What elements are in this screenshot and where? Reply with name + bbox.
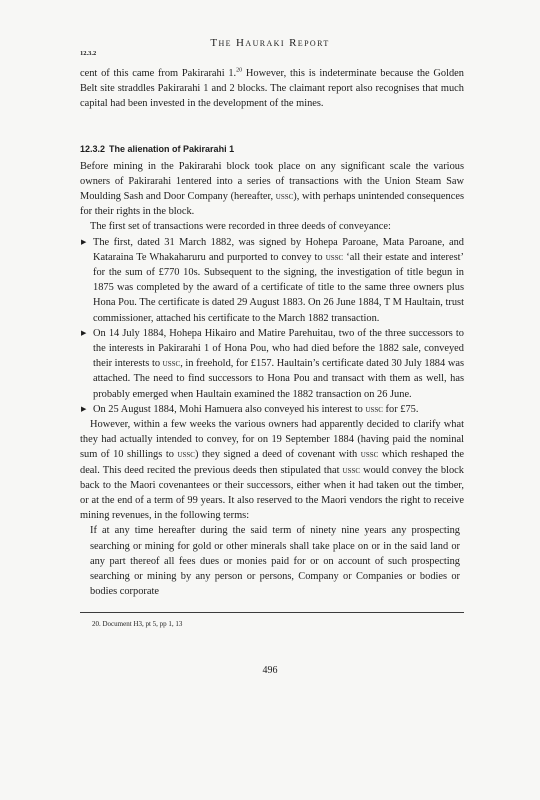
footnote: 20. Document H3, pt 5, pp 1, 13 [92,620,183,628]
bullet-item: ▶ On 14 July 1884, Hohepa Hikairo and Matire Parehuitau, two of the three successors to the interests in Pakirarahi 1 of Hona Pou, who had died before the 1882 sale, conveyed their interests to ussc, in freehold, for £157. Haultain’s certificate dated 30 July 1884 was attached. The need to find successors to Hona Pou and transact with them as well, has probably emerged when Haultain examined the 1882 transaction on 26 June. [81,327,464,400]
running-head: The Hauraki Report [210,37,330,49]
body-text [80,66,464,600]
bullet-item: ▶ On 25 August 1884, Mohi Hamuera also conveyed his interest to ussc for £75. [80,402,464,417]
bullet-triangle-icon: ▶ [81,237,87,246]
section-heading: 12.3.2 The alienation of Pakirarahi 1 [80,143,235,154]
section-marker: 12.3.2 [80,50,97,57]
bullet-item: ▶ The first, dated 31 March 1882, was signed by Hohepa Paroane, Mata Paroane, and Kataraina Te Whakaharuru and purported to convey to ussc ‘all their estate and interest’ for the sum of £770 10s. Subsequent to the signing, the investigation of title begun in 1875 was completed by the award of a certificate of title to the same three owners plus Hona Pou. The certificate is dated 29 August 1883. On 26 June 1884, T M Haultain, trust commissioner, attached his certificate to the March 1882 transaction. [81,236,464,324]
bullet-triangle-icon: ▶ [81,404,87,413]
page-number: 496 [262,665,278,676]
footnote-rule [80,612,464,613]
paragraph: However, within a few weeks the various owners had apparently decided to clarify what they had actually intended to convey, for on 19 September 1884 (having paid the nominal sum of 10 shillings to ussc) they signed a deed of covenant with ussc which reshaped the deal. This deed recited the previous deeds then stipulated that ussc would convey the block back to the Maori covenantees or their successors, either when it had taken out the timber, or at the end of a term of 99 years. It also reserved to the Maori vendors the right to receive mining revenues, in the following terms: [80,419,464,522]
footnote-reference: 20 [236,67,243,74]
bullet-triangle-icon: ▶ [81,328,87,337]
paragraph: Before mining in the Pakirarahi block took place on any significant scale the various owners of Pakirarahi 1entered into a series of transactions with the Union Steam Saw Moulding Sash and Door Company (hereafter, ussc), with perhaps unintended consequences for their rights in the block. [80,160,464,218]
continuation-paragraph: cent of this came from Pakirarahi 1.20 However, this is indeterminate because the Golden Belt site straddles Pakirarahi 1 and 2 blocks. The claimant report also recognises that much capital had been invested in the development of the mines. [80,67,464,110]
paragraph: The first set of transactions were recorded in three deeds of conveyance: [90,221,391,233]
block-quote: If at any time hereafter during the said term of ninety nine years any prospecting searching or mining for gold or other minerals shall take place on or in the said land or any part thereof all fees dues or monies paid for or on account of such prospecting searching or mining by any person or persons, Company or Companies or bodies or bodies corporate [90,525,460,598]
